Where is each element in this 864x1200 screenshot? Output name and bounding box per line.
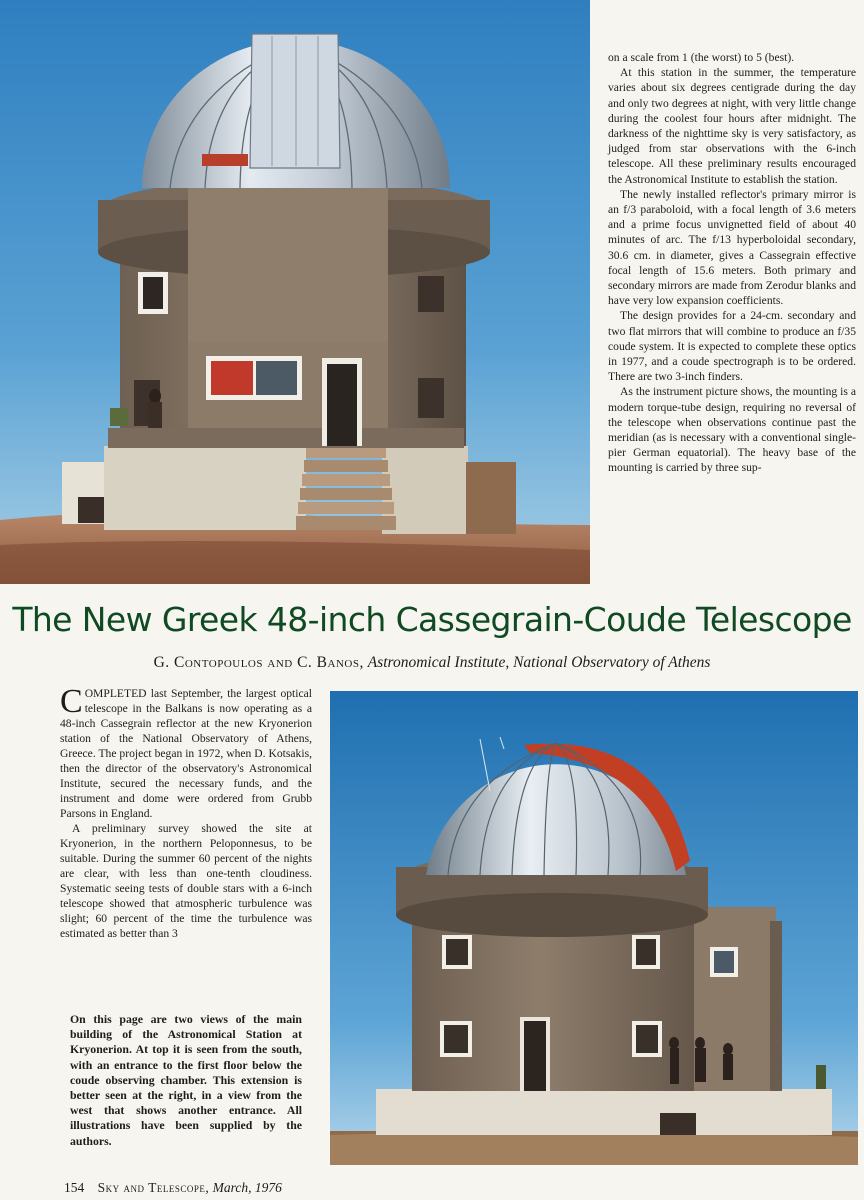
- magazine-name: Sky and Telescope,: [97, 1180, 210, 1195]
- paragraph: [60, 683, 312, 821]
- article-title: The New Greek 48-inch Cassegrain-Coude Telescope: [12, 600, 852, 639]
- paragraph: The newly installed reflector's primary mirror is an f/3 paraboloid, with a focal length of 3.6 meters and a prime focus unvignetted field of about 40 minutes of arc. The f/13 hyperboloidal secondary, 30.6 cm. in diameter, gives a Cassegrain effective focal length of 15.6 meters. Both primary and secondary mirrors are made from Zerodur blanks and have very low expansion coefficients.: [608, 187, 856, 308]
- affiliation: Astronomical Institute, National Observatory of Athens: [367, 654, 711, 671]
- observatory-photo-west: [330, 691, 858, 1165]
- photo-caption: [70, 1012, 302, 1149]
- observatory-south-illustration: [0, 0, 590, 584]
- page-footer: [64, 1180, 282, 1196]
- lead-in-caps: OMPLETED: [84, 687, 147, 700]
- paragraph: At this station in the summer, the temperature varies about six degrees centigrade during the day and only two degrees at night, with very little change during the coolest four hours after midnight. The darkness of the nighttime sky is very satisfactory, as judged from star observations with the 6-inch telescope. All these preliminary results encouraged the Astronomical Institute to establish the station.: [608, 66, 856, 186]
- paragraph-text: last September, the largest optical telescope in the Balkans is now operating as a 48-inch Cassegrain reflector at the new Kryonerion station of the National Observatory of Athens, Greece. The project began in 1972, when D. Kotsakis, then the director of the observatory's Astronomical Institute, secured the necessary funds, and the instrument and dome were ordered from Grubb Parsons in England.: [60, 687, 312, 820]
- paragraph: A preliminary survey showed the site at Kryonerion, in the northern Peloponnesus, to be suitable. During the summer 60 percent of the nights are clear, with less than one-tenth cloudiness. Systematic seeing tests of double stars with a 6-inch telescope showed that atmospheric turbulence was slight; 60 percent of the time the turbulence was estimated as better than 3: [60, 822, 312, 940]
- paragraph: The design provides for a 24-cm. secondary and two flat mirrors that will combine to produce an f/35 coude system. It is expected to complete these optics in 1977, and a coude spectrograph is to be ordered. There are two 3-inch finders.: [608, 309, 856, 384]
- page-number: 154: [64, 1180, 85, 1195]
- observatory-photo-south: [0, 0, 590, 584]
- caption-text: On this page are two views of the main building of the Astronomical Station at Kryonerion. At top it is seen from the south, with an entrance to the first floor below the coude observing chamber. This extension is better seen at the right, in a view from the west that shows another entrance. All illustrations have been supplied by the authors.: [70, 1012, 302, 1148]
- drop-cap: C: [60, 683, 83, 720]
- issue-date: March, 1976: [212, 1180, 282, 1195]
- article-left-column: [60, 683, 312, 941]
- observatory-west-illustration: [330, 691, 858, 1165]
- byline: [0, 654, 864, 672]
- article-right-column: [608, 50, 856, 476]
- authors: G. Contopoulos and C. Banos,: [153, 654, 364, 671]
- paragraph: on a scale from 1 (the worst) to 5 (best).: [608, 51, 795, 64]
- paragraph: As the instrument picture shows, the mounting is a modern torque-tube design, requiring no reversal of the telescope when observations continue past the meridian (as is necessary with a conventional single-pier German equatorial). The heavy base of the mounting is carried by three sup-: [608, 385, 856, 475]
